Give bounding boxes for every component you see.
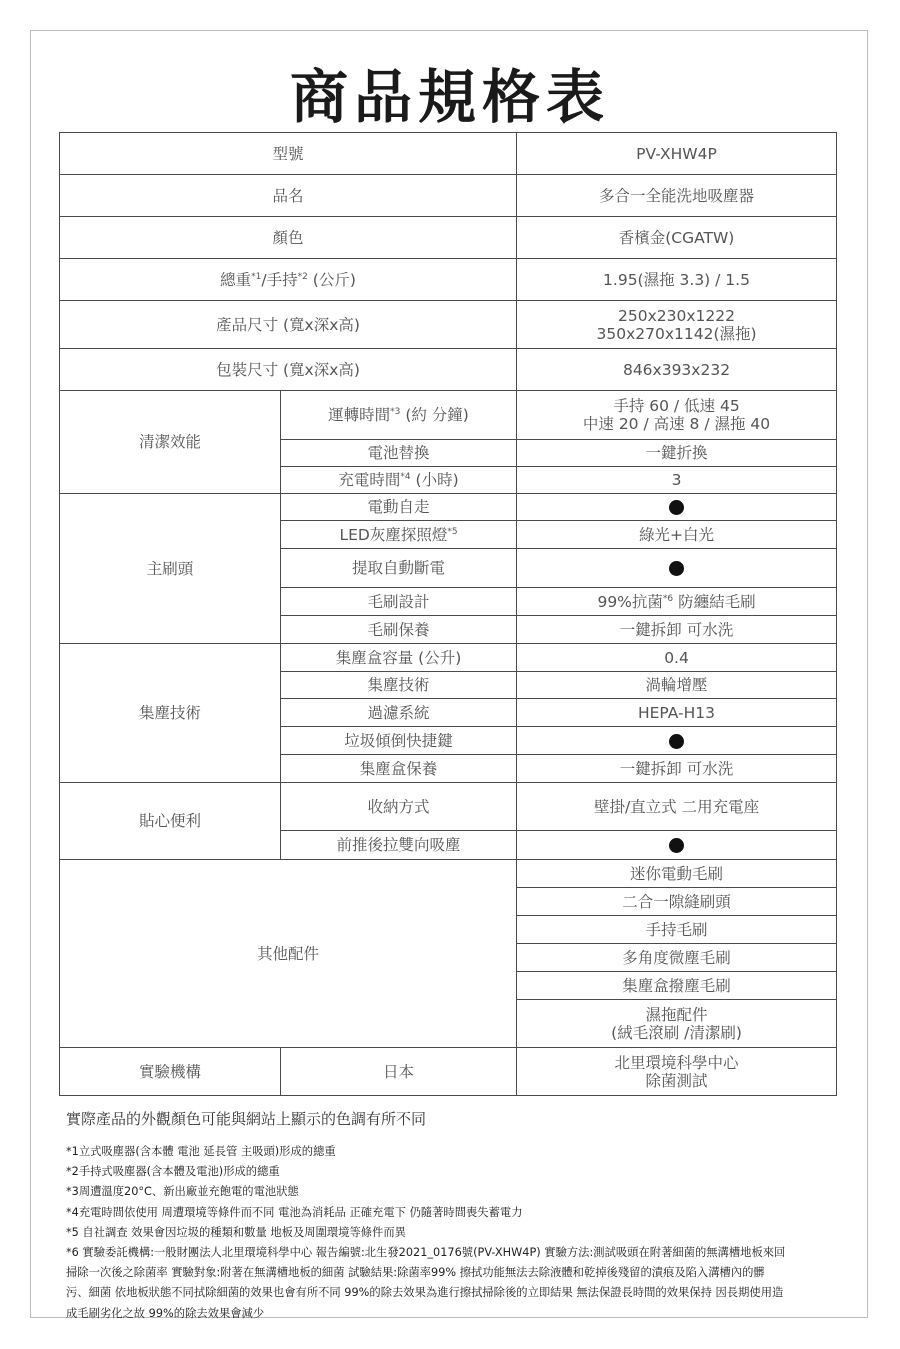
lab-value-1: 北里環境科學中心 <box>614 1053 739 1072</box>
filled-dot-icon <box>669 734 684 749</box>
weight-value: 1.95(濕拖 3.3) / 1.5 <box>517 259 837 301</box>
footnote-ref-5: *5 <box>447 526 458 537</box>
accessories-category: 其他配件 <box>60 860 517 1048</box>
filled-dot-icon <box>669 500 684 515</box>
footnote-line: *2手持式吸塵器(含本體及電池)形成的總重 <box>66 1165 280 1179</box>
table-row <box>60 860 837 888</box>
mop-line-2: (絨毛滾刷 /清潔刷) <box>611 1023 742 1042</box>
lab-value-2: 除菌測試 <box>645 1071 708 1090</box>
table-row <box>60 494 837 521</box>
table-row <box>60 644 837 672</box>
table-row <box>60 133 837 175</box>
page-title: 商品規格表 <box>289 63 610 131</box>
mop-line-1: 濕拖配件 <box>645 1005 708 1024</box>
led-label-a: LED灰塵探照燈 <box>339 525 448 544</box>
table-row <box>60 1048 837 1096</box>
battery-value: 一鍵折換 <box>517 440 837 467</box>
dust-tech-label: 集塵技術 <box>281 672 517 699</box>
charge-label-a: 充電時間 <box>338 471 401 489</box>
footnote-ref-2: *2 <box>297 271 308 282</box>
pack-label: 包裝尺寸 (寬x深x高) <box>60 349 517 391</box>
auto-label: 電動自走 <box>281 494 517 521</box>
name-value: 多合一全能洗地吸塵器 <box>517 175 837 217</box>
led-label <box>281 521 517 549</box>
box-label: 集塵盒保養 <box>281 755 517 783</box>
footnote-line: *5 自社調查 效果會因垃圾的種類和數量 地板及周圍環境等條件而異 <box>66 1225 406 1239</box>
weight-label <box>60 259 517 301</box>
design-value-a: 99%抗菌 <box>597 592 663 611</box>
footnote-line: *1立式吸塵器(含本體 電池 延長管 主吸頭)形成的總重 <box>66 1145 336 1158</box>
size-value <box>517 301 837 349</box>
steer-label: 前推後拉雙向吸塵 <box>281 831 517 860</box>
table-row <box>60 217 837 259</box>
size-value-1: 250x230x1222 <box>618 306 735 325</box>
cleaning-category: 清潔效能 <box>60 391 281 494</box>
footnote-ref-3: *3 <box>390 406 401 417</box>
color-disclaimer: 實際產品的外觀顏色可能與網站上顯示的色調有所不同 <box>66 1110 427 1128</box>
runtime-value-1: 手持 60 / 低速 45 <box>613 397 740 415</box>
table-row <box>60 783 837 831</box>
steer-value <box>517 831 837 860</box>
weight-label-b: /手持 <box>261 270 298 289</box>
spec-table <box>59 132 837 1096</box>
filter-value: HEPA-H13 <box>517 699 837 727</box>
weight-label-c: (公斤) <box>307 270 356 289</box>
dump-value <box>517 727 837 755</box>
name-label: 品名 <box>60 175 517 217</box>
footnote-line: *6 實驗委託機構:一般財團法人北里環境科學中心 報告編號:北生發2021_0176號(PV-XHW4P) 實驗方法:測試吸頭在附著細菌的無溝槽地板來回 <box>66 1246 786 1260</box>
table-row <box>60 349 837 391</box>
footnote-line: *3周遭溫度20°C、新出廠並充飽電的電池狀態 <box>66 1185 299 1199</box>
charge-label-b: (小時) <box>410 471 459 489</box>
capacity-label: 集塵盒容量 (公升) <box>281 644 517 672</box>
weight-label-a: 總重 <box>220 270 252 289</box>
storage-value: 壁掛/直立式 二用充電座 <box>517 783 837 831</box>
footnote-line: 污、細菌 依地板狀態不同拭除細菌的效果也會有所不同 99%的除去效果為進行擦拭掃除後的立即結果 無法保證長時間的效果保持 因長期使用造 <box>66 1286 784 1300</box>
accessory-item: 手持毛刷 <box>517 916 837 944</box>
box-value: 一鍵拆卸 可水洗 <box>517 755 837 783</box>
design-value-b: 防纏結毛刷 <box>673 592 756 611</box>
table-row <box>60 259 837 301</box>
charge-value: 3 <box>517 467 837 494</box>
runtime-value-2: 中速 20 / 高速 8 / 濕拖 40 <box>582 415 771 433</box>
storage-label: 收納方式 <box>281 783 517 831</box>
accessory-mop <box>517 1000 837 1048</box>
charge-label <box>281 467 517 494</box>
cutoff-label: 提取自動斷電 <box>281 549 517 588</box>
runtime-label-b: (約 分鐘) <box>400 406 469 424</box>
size-label: 產品尺寸 (寬x深x高) <box>60 301 517 349</box>
accessory-item: 迷你電動毛刷 <box>517 860 837 888</box>
model-value: PV-XHW4P <box>517 133 837 175</box>
footnote-ref-6: *6 <box>662 593 674 604</box>
model-label: 型號 <box>60 133 517 175</box>
dump-label: 垃圾傾倒快捷鍵 <box>281 727 517 755</box>
design-value <box>517 588 837 616</box>
table-row <box>60 175 837 217</box>
runtime-label <box>281 391 517 440</box>
table-row <box>60 391 837 440</box>
runtime-value <box>517 391 837 440</box>
color-value: 香檳金(CGATW) <box>517 217 837 259</box>
footnote-ref-1: *1 <box>251 271 262 282</box>
color-label: 顏色 <box>60 217 517 259</box>
cutoff-value <box>517 549 837 588</box>
convenience-category: 貼心便利 <box>60 783 281 860</box>
dust-category: 集塵技術 <box>60 644 281 783</box>
footnote-line: 成毛刷劣化之故 99%的除去效果會減少 <box>66 1306 265 1320</box>
filled-dot-icon <box>669 838 684 853</box>
capacity-value: 0.4 <box>517 644 837 672</box>
filled-dot-icon <box>669 561 684 576</box>
auto-value <box>517 494 837 521</box>
lab-value <box>517 1048 837 1096</box>
footnote-line: 掃除一次後之除菌率 實驗對象:附著在無溝槽地板的細菌 試驗結果:除菌率99% 擦拭功能無法去除液體和乾掉後殘留的漬痕及陷入溝槽內的髒 <box>66 1266 765 1280</box>
table-row <box>60 301 837 349</box>
accessory-item: 多角度微塵毛刷 <box>517 944 837 972</box>
footnote-line: *4充電時間依使用 周遭環境等條件而不同 電池為消耗品 正確充電下 仍隨著時間喪失蓄電力 <box>66 1205 523 1219</box>
lab-country: 日本 <box>281 1048 517 1096</box>
accessory-item: 集塵盒撥塵毛刷 <box>517 972 837 1000</box>
care-value: 一鍵拆卸 可水洗 <box>517 616 837 644</box>
dust-tech-value: 渦輪增壓 <box>517 672 837 699</box>
filter-label: 過濾系統 <box>281 699 517 727</box>
led-value: 綠光+白光 <box>517 521 837 549</box>
lab-category: 實驗機構 <box>60 1048 281 1096</box>
brush-category: 主刷頭 <box>60 494 281 644</box>
size-value-2: 350x270x1142(濕拖) <box>596 324 757 343</box>
care-label: 毛刷保養 <box>281 616 517 644</box>
accessory-item: 二合一隙縫刷頭 <box>517 888 837 916</box>
footnotes <box>66 1142 842 1324</box>
runtime-label-a: 運轉時間 <box>328 406 391 424</box>
footnote-ref-4: *4 <box>400 471 411 482</box>
battery-label: 電池替換 <box>281 440 517 467</box>
pack-value: 846x393x232 <box>517 349 837 391</box>
design-label: 毛刷設計 <box>281 588 517 616</box>
